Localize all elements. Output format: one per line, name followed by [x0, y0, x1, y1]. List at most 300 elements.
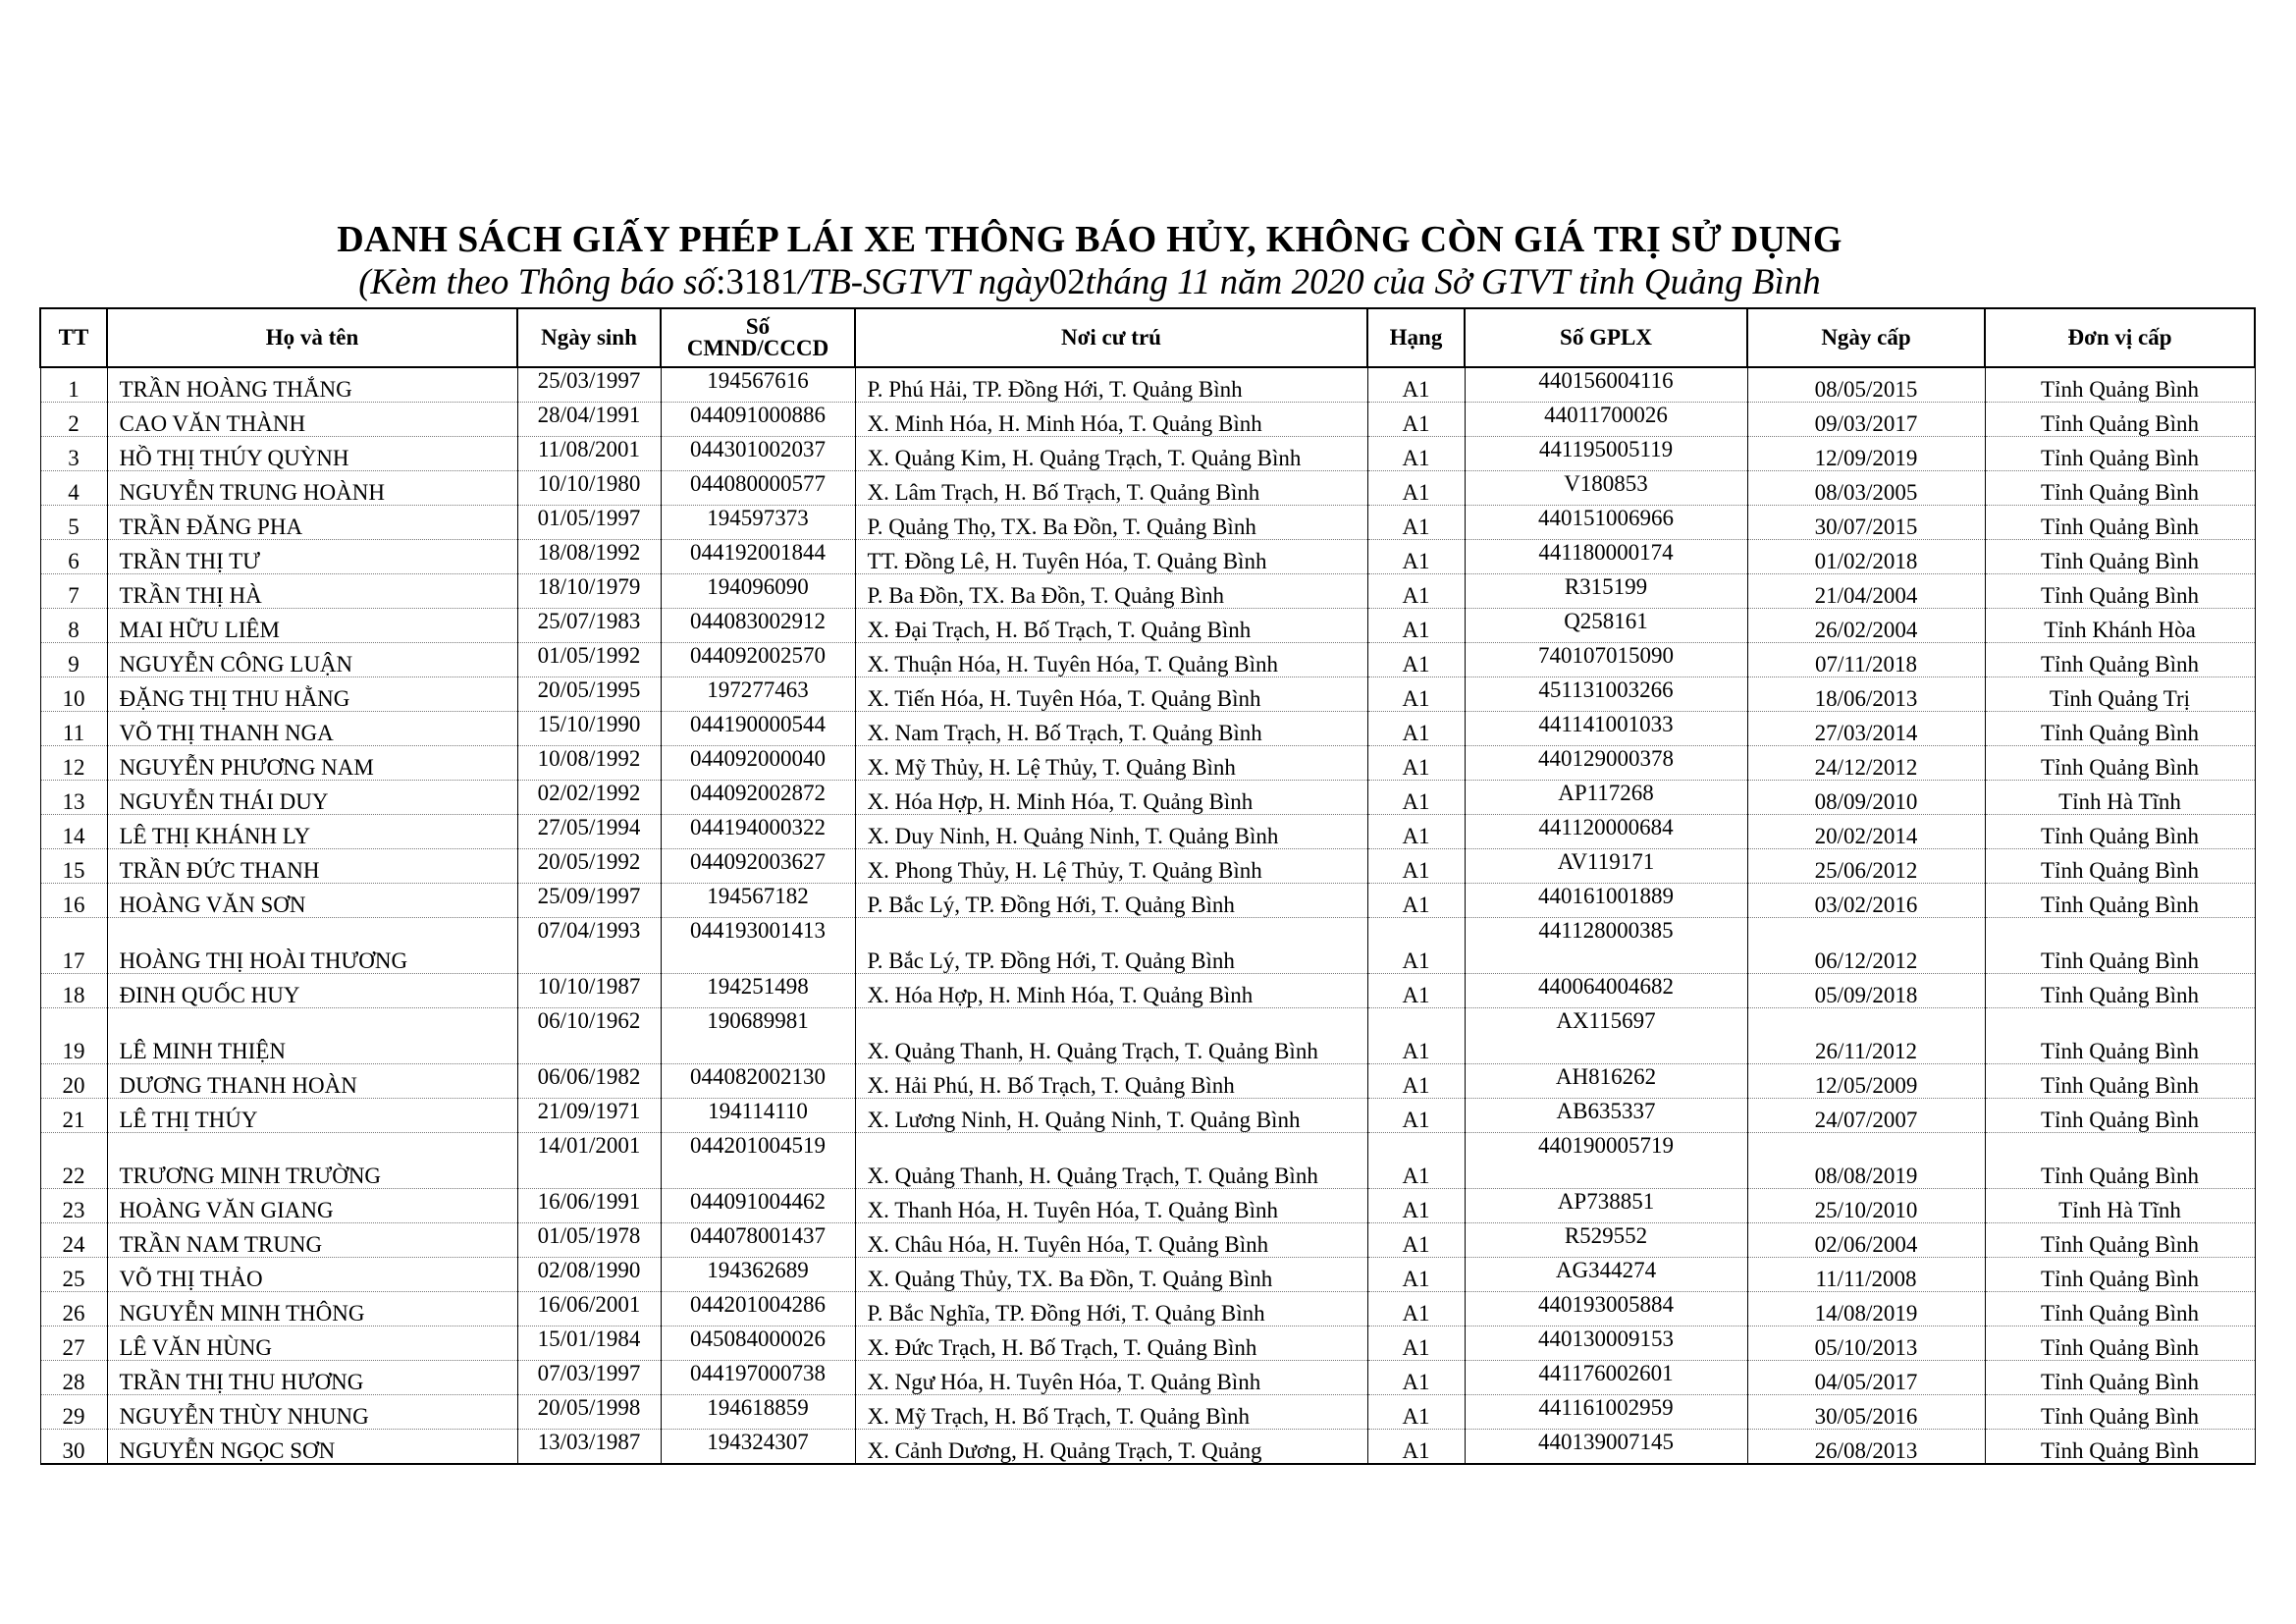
cell-issue-date: 18/06/2013 — [1747, 677, 1985, 712]
cell-issuer: Tỉnh Quảng Bình — [1985, 1008, 2255, 1064]
cell-license-class: A1 — [1367, 1258, 1465, 1292]
cell-license-class: A1 — [1367, 574, 1465, 609]
subtitle-suffix: tháng 11 năm 2020 của Sở GTVT tỉnh Quảng Bình — [1085, 262, 1821, 302]
cell-birth-date: 02/08/1990 — [517, 1258, 661, 1292]
cell-address: X. Quảng Thủy, TX. Ba Đồn, T. Quảng Bình — [855, 1258, 1367, 1292]
cell-issuer: Tỉnh Hà Tĩnh — [1985, 781, 2255, 815]
cell-row-number: 19 — [40, 1008, 107, 1064]
cell-birth-date: 20/05/1998 — [517, 1395, 661, 1430]
cell-person-name: HOÀNG VĂN SƠN — [107, 884, 517, 918]
cell-license-number: V180853 — [1465, 471, 1747, 506]
cell-row-number: 5 — [40, 506, 107, 540]
cell-license-class: A1 — [1367, 403, 1465, 437]
cell-license-class: A1 — [1367, 1292, 1465, 1326]
cell-license-class: A1 — [1367, 712, 1465, 746]
cell-row-number: 23 — [40, 1189, 107, 1223]
cell-id-number: 044092003627 — [661, 849, 855, 884]
cell-id-number: 194114110 — [661, 1099, 855, 1133]
cell-row-number: 9 — [40, 643, 107, 677]
cell-row-number: 25 — [40, 1258, 107, 1292]
cell-license-number: 440139007145 — [1465, 1430, 1747, 1465]
cell-id-number: 044197000738 — [661, 1361, 855, 1395]
cell-birth-date: 06/06/1982 — [517, 1064, 661, 1099]
cell-license-number: 441176002601 — [1465, 1361, 1747, 1395]
cell-person-name: VÕ THỊ THẢO — [107, 1258, 517, 1292]
cell-birth-date: 13/03/1987 — [517, 1430, 661, 1465]
cell-issue-date: 21/04/2004 — [1747, 574, 1985, 609]
subtitle-middle: /TB-SGTVT ngày — [798, 262, 1049, 302]
cell-issue-date: 27/03/2014 — [1747, 712, 1985, 746]
cell-issue-date: 05/10/2013 — [1747, 1326, 1985, 1361]
cell-address: X. Hóa Hợp, H. Minh Hóa, T. Quảng Bình — [855, 781, 1367, 815]
cell-row-number: 30 — [40, 1430, 107, 1465]
cell-license-number: Q258161 — [1465, 609, 1747, 643]
cell-birth-date: 01/05/1978 — [517, 1223, 661, 1258]
cell-license-number: 441161002959 — [1465, 1395, 1747, 1430]
cell-address: X. Quảng Thanh, H. Quảng Trạch, T. Quảng Bình — [855, 1133, 1367, 1189]
cell-person-name: NGUYỄN NGỌC SƠN — [107, 1430, 517, 1465]
cell-issue-date: 08/05/2015 — [1747, 367, 1985, 403]
cell-issue-date: 04/05/2017 — [1747, 1361, 1985, 1395]
cell-issuer: Tỉnh Quảng Bình — [1985, 506, 2255, 540]
cell-row-number: 10 — [40, 677, 107, 712]
cell-address: X. Đại Trạch, H. Bố Trạch, T. Quảng Bình — [855, 609, 1367, 643]
cell-id-number: 194324307 — [661, 1430, 855, 1465]
cell-issue-date: 25/10/2010 — [1747, 1189, 1985, 1223]
cell-license-number: AH816262 — [1465, 1064, 1747, 1099]
cell-row-number: 14 — [40, 815, 107, 849]
cell-issue-date: 06/12/2012 — [1747, 918, 1985, 974]
cell-row-number: 12 — [40, 746, 107, 781]
cell-license-class: A1 — [1367, 1395, 1465, 1430]
cell-id-number: 044192001844 — [661, 540, 855, 574]
cell-license-class: A1 — [1367, 471, 1465, 506]
cell-row-number: 16 — [40, 884, 107, 918]
cell-issue-date: 03/02/2016 — [1747, 884, 1985, 918]
cell-id-number: 044201004519 — [661, 1133, 855, 1189]
license-table — [39, 307, 2256, 1465]
cell-issue-date: 12/05/2009 — [1747, 1064, 1985, 1099]
cell-person-name: TRẦN HOÀNG THẮNG — [107, 367, 517, 403]
cell-person-name: ĐẶNG THỊ THU HẰNG — [107, 677, 517, 712]
cell-issuer: Tỉnh Khánh Hòa — [1985, 609, 2255, 643]
cell-birth-date: 18/10/1979 — [517, 574, 661, 609]
cell-license-number: AG344274 — [1465, 1258, 1747, 1292]
cell-address: X. Phong Thủy, H. Lệ Thủy, T. Quảng Bình — [855, 849, 1367, 884]
cell-birth-date: 25/09/1997 — [517, 884, 661, 918]
cell-birth-date: 10/10/1980 — [517, 471, 661, 506]
cell-address: X. Mỹ Trạch, H. Bố Trạch, T. Quảng Bình — [855, 1395, 1367, 1430]
cell-license-class: A1 — [1367, 1430, 1465, 1465]
cell-id-number: 194597373 — [661, 506, 855, 540]
cell-address: P. Bắc Lý, TP. Đồng Hới, T. Quảng Bình — [855, 918, 1367, 974]
table-row — [40, 403, 2255, 437]
cell-issue-date: 30/07/2015 — [1747, 506, 1985, 540]
table-row — [40, 1133, 2255, 1189]
cell-row-number: 4 — [40, 471, 107, 506]
cell-issuer: Tỉnh Quảng Bình — [1985, 1064, 2255, 1099]
cell-license-class: A1 — [1367, 609, 1465, 643]
cell-license-class: A1 — [1367, 918, 1465, 974]
cell-birth-date: 20/05/1995 — [517, 677, 661, 712]
cell-person-name: NGUYỄN PHƯƠNG NAM — [107, 746, 517, 781]
header-dob: Ngày sinh — [517, 308, 661, 367]
cell-issue-date: 26/11/2012 — [1747, 1008, 1985, 1064]
cell-row-number: 17 — [40, 918, 107, 974]
table-row — [40, 1099, 2255, 1133]
table-row — [40, 1258, 2255, 1292]
cell-birth-date: 07/03/1997 — [517, 1361, 661, 1395]
cell-license-number: 440129000378 — [1465, 746, 1747, 781]
cell-license-number: AV119171 — [1465, 849, 1747, 884]
document-title: DANH SÁCH GIẤY PHÉP LÁI XE THÔNG BÁO HỦY, KHÔNG CÒN GIÁ TRỊ SỬ DỤNG — [337, 219, 1842, 260]
cell-issue-date: 24/12/2012 — [1747, 746, 1985, 781]
cell-id-number: 194251498 — [661, 974, 855, 1008]
cell-id-number: 044190000544 — [661, 712, 855, 746]
cell-license-number: 441195005119 — [1465, 437, 1747, 471]
cell-license-number: 440193005884 — [1465, 1292, 1747, 1326]
cell-license-number: 441141001033 — [1465, 712, 1747, 746]
table-row — [40, 574, 2255, 609]
cell-row-number: 29 — [40, 1395, 107, 1430]
cell-person-name: TRẦN NAM TRUNG — [107, 1223, 517, 1258]
cell-license-class: A1 — [1367, 1223, 1465, 1258]
cell-birth-date: 06/10/1962 — [517, 1008, 661, 1064]
cell-address: X. Thanh Hóa, H. Tuyên Hóa, T. Quảng Bình — [855, 1189, 1367, 1223]
cell-id-number: 044091000886 — [661, 403, 855, 437]
cell-row-number: 3 — [40, 437, 107, 471]
cell-license-number: R315199 — [1465, 574, 1747, 609]
cell-address: P. Bắc Nghĩa, TP. Đồng Hới, T. Quảng Bình — [855, 1292, 1367, 1326]
table-row — [40, 712, 2255, 746]
cell-issue-date: 26/08/2013 — [1747, 1430, 1985, 1465]
cell-id-number: 044083002912 — [661, 609, 855, 643]
cell-row-number: 8 — [40, 609, 107, 643]
cell-id-number: 044092000040 — [661, 746, 855, 781]
cell-person-name: TRẦN THỊ TƯ — [107, 540, 517, 574]
table-row — [40, 1430, 2255, 1465]
cell-person-name: NGUYỄN THÁI DUY — [107, 781, 517, 815]
cell-issue-date: 01/02/2018 — [1747, 540, 1985, 574]
cell-birth-date: 20/05/1992 — [517, 849, 661, 884]
cell-license-class: A1 — [1367, 643, 1465, 677]
cell-issuer: Tỉnh Quảng Bình — [1985, 1430, 2255, 1465]
cell-person-name: MAI HỮU LIÊM — [107, 609, 517, 643]
cell-license-class: A1 — [1367, 849, 1465, 884]
cell-issue-date: 08/09/2010 — [1747, 781, 1985, 815]
cell-birth-date: 02/02/1992 — [517, 781, 661, 815]
cell-row-number: 22 — [40, 1133, 107, 1189]
cell-license-class: A1 — [1367, 1064, 1465, 1099]
cell-license-number: 440190005719 — [1465, 1133, 1747, 1189]
cell-person-name: LÊ THỊ KHÁNH LY — [107, 815, 517, 849]
cell-license-class: A1 — [1367, 884, 1465, 918]
cell-license-number: 740107015090 — [1465, 643, 1747, 677]
cell-license-number: AX115697 — [1465, 1008, 1747, 1064]
cell-birth-date: 15/10/1990 — [517, 712, 661, 746]
cell-license-number: 440156004116 — [1465, 367, 1747, 403]
subtitle-prefix: (Kèm theo Thông báo số — [358, 262, 717, 302]
cell-birth-date: 27/05/1994 — [517, 815, 661, 849]
cell-license-class: A1 — [1367, 677, 1465, 712]
cell-issuer: Tỉnh Quảng Bình — [1985, 1361, 2255, 1395]
table-row — [40, 1064, 2255, 1099]
cell-license-number: R529552 — [1465, 1223, 1747, 1258]
cell-license-number: 451131003266 — [1465, 677, 1747, 712]
header-license: Số GPLX — [1465, 308, 1747, 367]
cell-license-class: A1 — [1367, 506, 1465, 540]
cell-license-class: A1 — [1367, 1099, 1465, 1133]
cell-issue-date: 08/08/2019 — [1747, 1133, 1985, 1189]
cell-license-class: A1 — [1367, 815, 1465, 849]
cell-issuer: Tỉnh Quảng Bình — [1985, 540, 2255, 574]
table-row — [40, 974, 2255, 1008]
cell-id-number: 194096090 — [661, 574, 855, 609]
cell-person-name: VÕ THỊ THANH NGA — [107, 712, 517, 746]
cell-row-number: 6 — [40, 540, 107, 574]
cell-person-name: TRẦN THỊ THU HƯƠNG — [107, 1361, 517, 1395]
cell-address: X. Lương Ninh, H. Quảng Ninh, T. Quảng Bình — [855, 1099, 1367, 1133]
cell-row-number: 18 — [40, 974, 107, 1008]
cell-license-number: 441128000385 — [1465, 918, 1747, 974]
cell-issuer: Tỉnh Quảng Bình — [1985, 1395, 2255, 1430]
cell-id-number: 044092002570 — [661, 643, 855, 677]
cell-id-number: 044080000577 — [661, 471, 855, 506]
cell-issuer: Tỉnh Hà Tĩnh — [1985, 1189, 2255, 1223]
cell-address: X. Hóa Hợp, H. Minh Hóa, T. Quảng Bình — [855, 974, 1367, 1008]
header-class: Hạng — [1367, 308, 1465, 367]
cell-id-number: 044091004462 — [661, 1189, 855, 1223]
cell-license-number: 440161001889 — [1465, 884, 1747, 918]
cell-address: X. Minh Hóa, H. Minh Hóa, T. Quảng Bình — [855, 403, 1367, 437]
cell-row-number: 1 — [40, 367, 107, 403]
cell-person-name: CAO VĂN THÀNH — [107, 403, 517, 437]
cell-person-name: TRẦN ĐỨC THANH — [107, 849, 517, 884]
cell-row-number: 28 — [40, 1361, 107, 1395]
table-row — [40, 437, 2255, 471]
cell-birth-date: 25/07/1983 — [517, 609, 661, 643]
cell-person-name: NGUYỄN MINH THÔNG — [107, 1292, 517, 1326]
cell-address: X. Hải Phú, H. Bố Trạch, T. Quảng Bình — [855, 1064, 1367, 1099]
table-row — [40, 1008, 2255, 1064]
cell-person-name: TRẦN ĐĂNG PHA — [107, 506, 517, 540]
cell-row-number: 15 — [40, 849, 107, 884]
cell-id-number: 044301002037 — [661, 437, 855, 471]
cell-person-name: HOÀNG VĂN GIANG — [107, 1189, 517, 1223]
cell-license-class: A1 — [1367, 1189, 1465, 1223]
cell-license-class: A1 — [1367, 367, 1465, 403]
table-row — [40, 1292, 2255, 1326]
cell-person-name: NGUYỄN CÔNG LUẬN — [107, 643, 517, 677]
table-row — [40, 849, 2255, 884]
table-row — [40, 1326, 2255, 1361]
cell-license-number: 440151006966 — [1465, 506, 1747, 540]
cell-issuer: Tỉnh Quảng Bình — [1985, 437, 2255, 471]
cell-id-number: 194567616 — [661, 367, 855, 403]
cell-issuer: Tỉnh Quảng Bình — [1985, 403, 2255, 437]
table-row — [40, 471, 2255, 506]
cell-license-number: 440064004682 — [1465, 974, 1747, 1008]
cell-row-number: 20 — [40, 1064, 107, 1099]
cell-address: X. Mỹ Thủy, H. Lệ Thủy, T. Quảng Bình — [855, 746, 1367, 781]
cell-birth-date: 01/05/1997 — [517, 506, 661, 540]
cell-address: X. Tiến Hóa, H. Tuyên Hóa, T. Quảng Bình — [855, 677, 1367, 712]
cell-birth-date: 10/10/1987 — [517, 974, 661, 1008]
cell-id-number: 044194000322 — [661, 815, 855, 849]
cell-license-number: AP117268 — [1465, 781, 1747, 815]
cell-person-name: TRƯƠNG MINH TRƯỜNG — [107, 1133, 517, 1189]
cell-address: TT. Đồng Lê, H. Tuyên Hóa, T. Quảng Bình — [855, 540, 1367, 574]
table-row — [40, 1189, 2255, 1223]
cell-address: X. Lâm Trạch, H. Bố Trạch, T. Quảng Bình — [855, 471, 1367, 506]
cell-issuer: Tỉnh Quảng Bình — [1985, 1258, 2255, 1292]
cell-license-number: 44011700026 — [1465, 403, 1747, 437]
cell-row-number: 21 — [40, 1099, 107, 1133]
cell-license-number: AB635337 — [1465, 1099, 1747, 1133]
cell-person-name: LÊ THỊ THÚY — [107, 1099, 517, 1133]
cell-license-class: A1 — [1367, 540, 1465, 574]
cell-issuer: Tỉnh Quảng Bình — [1985, 815, 2255, 849]
cell-row-number: 13 — [40, 781, 107, 815]
header-id-line1: Số — [745, 314, 771, 339]
table-row — [40, 643, 2255, 677]
cell-issuer: Tỉnh Quảng Bình — [1985, 643, 2255, 677]
cell-issue-date: 12/09/2019 — [1747, 437, 1985, 471]
cell-person-name: TRẦN THỊ HÀ — [107, 574, 517, 609]
table-row — [40, 540, 2255, 574]
cell-license-class: A1 — [1367, 1008, 1465, 1064]
cell-birth-date: 16/06/2001 — [517, 1292, 661, 1326]
cell-address: X. Châu Hóa, H. Tuyên Hóa, T. Quảng Bình — [855, 1223, 1367, 1258]
cell-issuer: Tỉnh Quảng Bình — [1985, 1326, 2255, 1361]
header-id — [661, 308, 855, 367]
cell-issuer: Tỉnh Quảng Bình — [1985, 1099, 2255, 1133]
cell-birth-date: 21/09/1971 — [517, 1099, 661, 1133]
cell-issuer: Tỉnh Quảng Bình — [1985, 974, 2255, 1008]
cell-issue-date: 07/11/2018 — [1747, 643, 1985, 677]
cell-person-name: ĐINH QUỐC HUY — [107, 974, 517, 1008]
header-id-line2: CMND/CCCD — [686, 336, 829, 360]
cell-birth-date: 07/04/1993 — [517, 918, 661, 974]
cell-issuer: Tỉnh Quảng Bình — [1985, 1133, 2255, 1189]
cell-address: X. Đức Trạch, H. Bố Trạch, T. Quảng Bình — [855, 1326, 1367, 1361]
cell-issuer: Tỉnh Quảng Trị — [1985, 677, 2255, 712]
cell-issuer: Tỉnh Quảng Bình — [1985, 367, 2255, 403]
cell-person-name: NGUYỄN TRUNG HOÀNH — [107, 471, 517, 506]
cell-id-number: 194618859 — [661, 1395, 855, 1430]
table-row — [40, 918, 2255, 974]
table-row — [40, 506, 2255, 540]
cell-birth-date: 11/08/2001 — [517, 437, 661, 471]
cell-person-name: LÊ VĂN HÙNG — [107, 1326, 517, 1361]
header-name: Họ và tên — [107, 308, 517, 367]
cell-birth-date: 25/03/1997 — [517, 367, 661, 403]
cell-issue-date: 09/03/2017 — [1747, 403, 1985, 437]
cell-id-number: 045084000026 — [661, 1326, 855, 1361]
cell-id-number: 044201004286 — [661, 1292, 855, 1326]
cell-issue-date: 05/09/2018 — [1747, 974, 1985, 1008]
cell-address: P. Ba Đồn, TX. Ba Đồn, T. Quảng Bình — [855, 574, 1367, 609]
cell-license-class: A1 — [1367, 1361, 1465, 1395]
table-row — [40, 1223, 2255, 1258]
cell-id-number: 044082002130 — [661, 1064, 855, 1099]
cell-license-class: A1 — [1367, 1133, 1465, 1189]
cell-id-number: 044193001413 — [661, 918, 855, 974]
notice-day: 02 — [1048, 262, 1086, 302]
cell-issuer: Tỉnh Quảng Bình — [1985, 471, 2255, 506]
header-issue-date: Ngày cấp — [1747, 308, 1985, 367]
cell-issue-date: 02/06/2004 — [1747, 1223, 1985, 1258]
cell-row-number: 24 — [40, 1223, 107, 1258]
cell-issuer: Tỉnh Quảng Bình — [1985, 746, 2255, 781]
cell-address: X. Quảng Thanh, H. Quảng Trạch, T. Quảng Bình — [855, 1008, 1367, 1064]
header-issuer: Đơn vị cấp — [1985, 308, 2255, 367]
cell-id-number: 044078001437 — [661, 1223, 855, 1258]
cell-issue-date: 24/07/2007 — [1747, 1099, 1985, 1133]
cell-issuer: Tỉnh Quảng Bình — [1985, 712, 2255, 746]
cell-issuer: Tỉnh Quảng Bình — [1985, 1292, 2255, 1326]
table-row — [40, 781, 2255, 815]
cell-address: P. Quảng Thọ, TX. Ba Đồn, T. Quảng Bình — [855, 506, 1367, 540]
cell-license-class: A1 — [1367, 746, 1465, 781]
cell-issue-date: 26/02/2004 — [1747, 609, 1985, 643]
header-tt: TT — [40, 308, 107, 367]
cell-row-number: 11 — [40, 712, 107, 746]
cell-person-name: NGUYỄN THÙY NHUNG — [107, 1395, 517, 1430]
cell-issue-date: 25/06/2012 — [1747, 849, 1985, 884]
cell-issue-date: 20/02/2014 — [1747, 815, 1985, 849]
cell-person-name: LÊ MINH THIỆN — [107, 1008, 517, 1064]
cell-license-class: A1 — [1367, 781, 1465, 815]
cell-birth-date: 15/01/1984 — [517, 1326, 661, 1361]
cell-license-class: A1 — [1367, 437, 1465, 471]
cell-license-number: 440130009153 — [1465, 1326, 1747, 1361]
cell-issue-date: 08/03/2005 — [1747, 471, 1985, 506]
cell-id-number: 197277463 — [661, 677, 855, 712]
table-row — [40, 677, 2255, 712]
cell-license-number: 441120000684 — [1465, 815, 1747, 849]
table-row — [40, 609, 2255, 643]
cell-id-number: 194567182 — [661, 884, 855, 918]
cell-issue-date: 14/08/2019 — [1747, 1292, 1985, 1326]
cell-issuer: Tỉnh Quảng Bình — [1985, 849, 2255, 884]
cell-license-number: AP738851 — [1465, 1189, 1747, 1223]
cell-issue-date: 30/05/2016 — [1747, 1395, 1985, 1430]
cell-id-number: 194362689 — [661, 1258, 855, 1292]
table-row — [40, 367, 2255, 403]
cell-address: X. Cảnh Dương, H. Quảng Trạch, T. Quảng — [855, 1430, 1367, 1465]
cell-row-number: 27 — [40, 1326, 107, 1361]
cell-address: P. Bắc Lý, TP. Đồng Hới, T. Quảng Bình — [855, 884, 1367, 918]
cell-person-name: HOÀNG THỊ HOÀI THƯƠNG — [107, 918, 517, 974]
cell-birth-date: 14/01/2001 — [517, 1133, 661, 1189]
notice-number: :3181 — [716, 262, 799, 302]
cell-id-number: 044092002872 — [661, 781, 855, 815]
cell-row-number: 7 — [40, 574, 107, 609]
cell-issue-date: 11/11/2008 — [1747, 1258, 1985, 1292]
cell-address: X. Duy Ninh, H. Quảng Ninh, T. Quảng Bình — [855, 815, 1367, 849]
cell-license-class: A1 — [1367, 1326, 1465, 1361]
cell-birth-date: 18/08/1992 — [517, 540, 661, 574]
cell-license-class: A1 — [1367, 974, 1465, 1008]
table-row — [40, 884, 2255, 918]
table-header-row — [40, 308, 2255, 367]
cell-address: P. Phú Hải, TP. Đồng Hới, T. Quảng Bình — [855, 367, 1367, 403]
cell-address: X. Ngư Hóa, H. Tuyên Hóa, T. Quảng Bình — [855, 1361, 1367, 1395]
cell-issuer: Tỉnh Quảng Bình — [1985, 884, 2255, 918]
cell-person-name: HỒ THỊ THÚY QUỲNH — [107, 437, 517, 471]
header-address: Nơi cư trú — [855, 308, 1367, 367]
